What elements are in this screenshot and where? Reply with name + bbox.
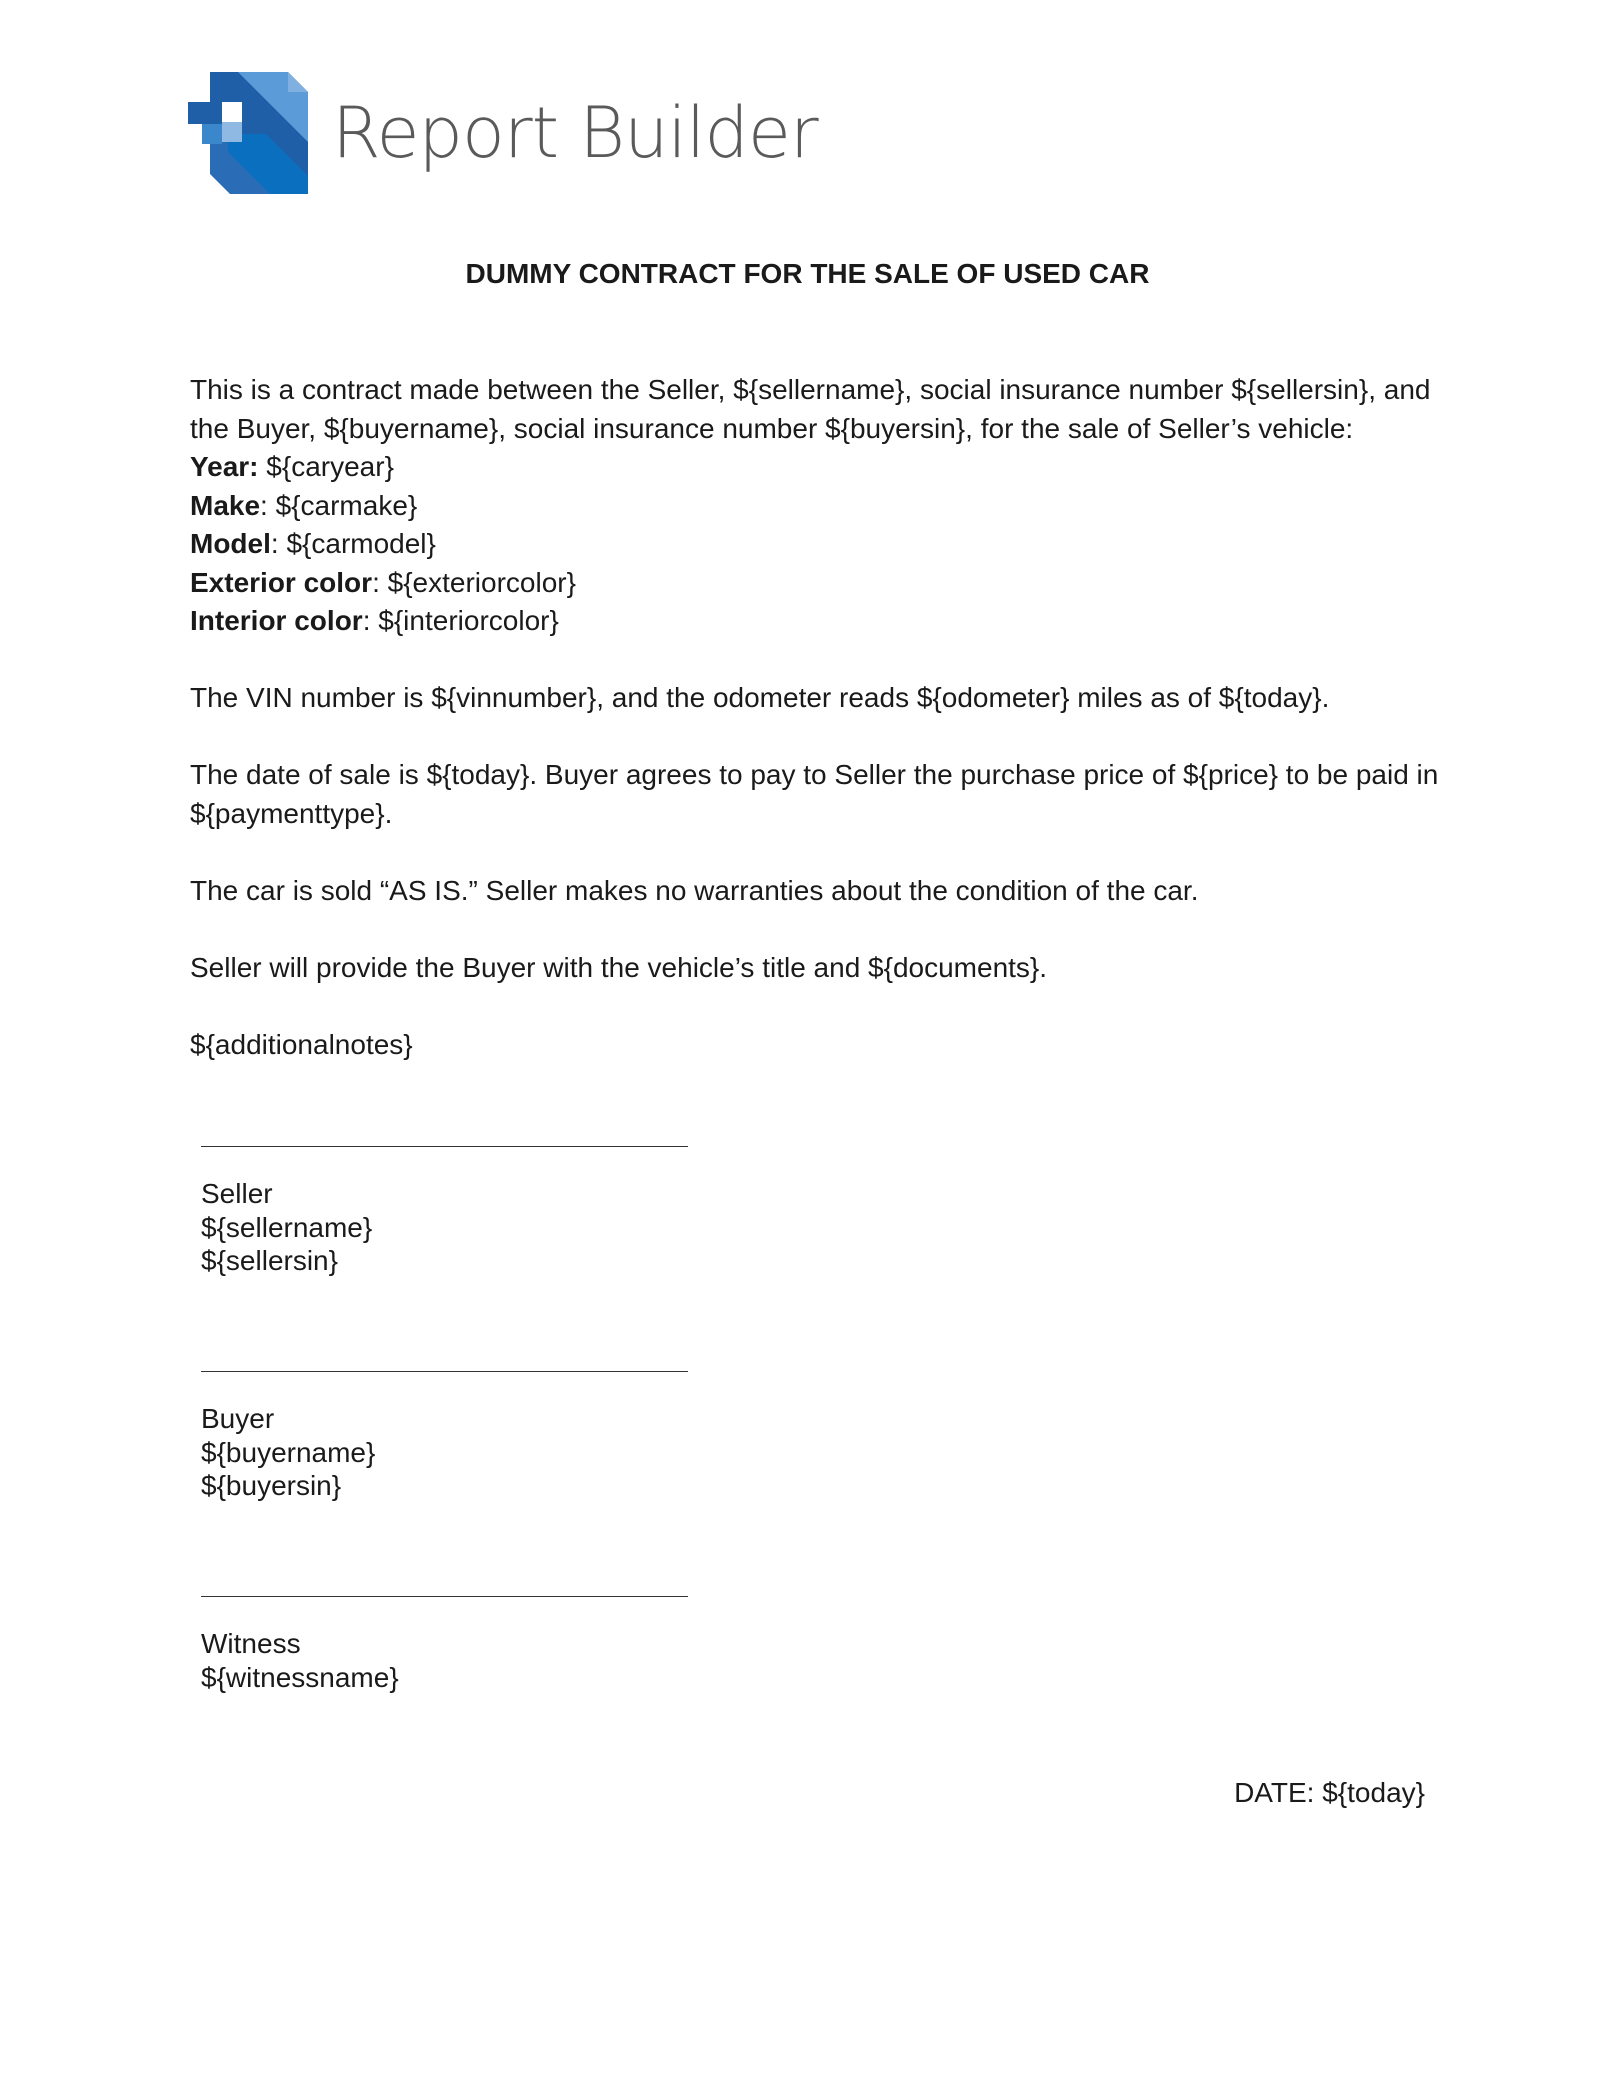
vehicle-model-label: Model — [190, 528, 271, 559]
buyer-signature-line — [201, 1371, 688, 1372]
vehicle-exterior-color-label: Exterior color — [190, 566, 373, 598]
date-line: DATE: ${today} — [1234, 1777, 1425, 1808]
vehicle-make-label: Make — [190, 489, 261, 521]
sale-paragraph: The date of sale is ${today}. Buyer agrees to pay to Seller the purchase price of ${price} to be paid in ${paymenttype}. — [190, 759, 1439, 829]
vehicle-model-value: : ${carmodel} — [270, 528, 436, 559]
vehicle-make-value: : ${carmake} — [260, 489, 418, 521]
vehicle-exterior-color-value: : ${exteriorcolor} — [372, 566, 576, 598]
buyer-role: Buyer — [201, 1403, 275, 1434]
seller-role: Seller — [201, 1178, 273, 1209]
vehicle-make — [190, 487, 1440, 526]
contract-body — [190, 371, 1440, 1064]
report-builder-logo-icon — [188, 72, 308, 194]
witness-signature-line — [201, 1596, 688, 1597]
vehicle-interior-color-value: : ${interiorcolor} — [362, 605, 559, 636]
buyer-signature-block — [201, 1371, 691, 1503]
document-title: DUMMY CONTRACT FOR THE SALE OF USED CAR — [465, 258, 1150, 289]
seller-name: ${sellername} — [201, 1211, 373, 1243]
witness-name: ${witnessname} — [201, 1661, 399, 1693]
witness-signature-block — [201, 1596, 691, 1694]
buyer-sin: ${buyersin} — [201, 1470, 342, 1501]
vehicle-exterior-color — [190, 564, 1440, 603]
witness-role: Witness — [201, 1628, 301, 1659]
vehicle-interior-color-label: Interior color — [190, 605, 363, 636]
intro-paragraph: This is a contract made between the Seller, ${sellername}, social insurance number ${sellersin}, and the Buyer, ${buyername}, social insurance number ${buyersin}, for the sale of Seller’s vehicle: — [190, 374, 1431, 444]
seller-signature-line — [201, 1146, 688, 1147]
as-is-paragraph: The car is sold “AS IS.” Seller makes no warranties about the condition of the car. — [190, 874, 1199, 906]
vehicle-model — [190, 525, 1440, 564]
vehicle-interior-color — [190, 602, 1440, 641]
seller-sin: ${sellersin} — [201, 1245, 338, 1276]
vin-paragraph: The VIN number is ${vinnumber}, and the odometer reads ${odometer} miles as of ${today}. — [190, 682, 1330, 713]
additional-notes: ${additionalnotes} — [190, 1028, 413, 1060]
vehicle-year-label: Year: — [190, 451, 259, 482]
buyer-name: ${buyername} — [201, 1436, 376, 1468]
logo — [188, 72, 818, 194]
vehicle-year — [190, 448, 1440, 487]
logo-text: Report Builder — [332, 92, 818, 174]
documents-paragraph: Seller will provide the Buyer with the vehicle’s title and ${documents}. — [190, 951, 1048, 983]
seller-signature-block — [201, 1146, 691, 1278]
vehicle-year-value: ${caryear} — [258, 451, 394, 482]
